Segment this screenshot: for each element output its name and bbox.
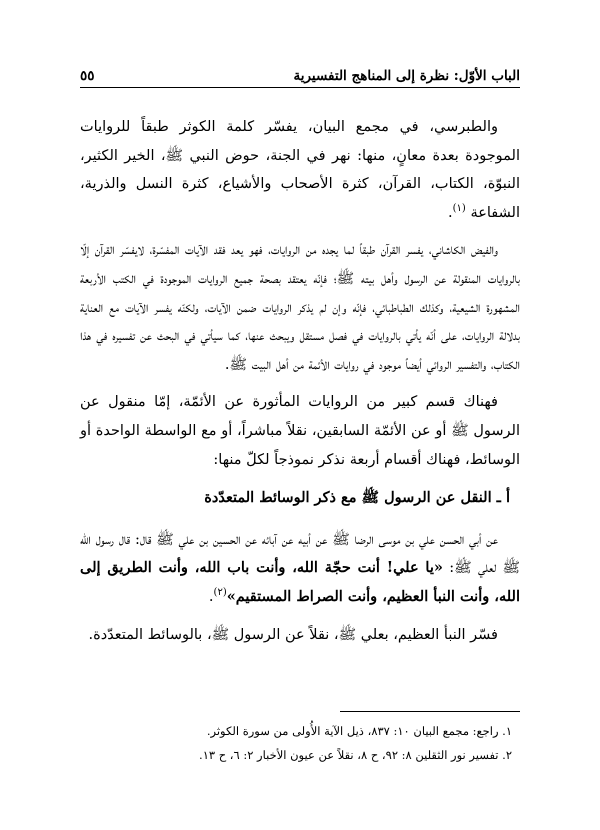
hadith-quote: «يا علي! أنت حجّة الله، وأنت باب الله، وأنت الطريق إلى الله، وأنت النبأ العظيم، وأنت الصراط المستقيم» <box>80 559 520 605</box>
footnote-ref-1: (١) <box>452 202 466 214</box>
section-heading: أ ـ النقل عن الرسول ﷺ مع ذكر الوسائط المتعدّدة <box>204 489 510 507</box>
header-divider <box>80 87 520 88</box>
paragraph-kashani: والفيض الكاشاني، يفسر القرآن طبقاً لما يجده من الروايات، فهو يعد فقد الآيات المفسّرة، لايفسّر القرآن إلّا بالروايات المنقولة عن الرسول وأهل بيته ﷺ؛ فإنّه يعتقد بصحة جميع الروايات الموجودة في الكتب الأربعة المشهورة الشيعية، وكذلك الطباطبائي، فإنّه وإن لم يذكر الروايات ضمن الآيات، ولكنّه يفسر الآيات مع العناية بدلالة الروايات، على أنّه يأتي بالروايات في فصل مستقل ويبحث عنها، كما سيأتي في البحث عن تفسيره في هذا الكتاب، والتفسير الروائي أيضاً موجود في روايات الأئمة من أهل البيت ﷺ. <box>80 242 520 373</box>
footnote-divider <box>340 711 520 712</box>
hadith-chain: عن أبي الحسن علي بن موسى الرضا ﷺ عن أبيه عن آبائه عن الحسين بن علي ﷺ قال: قال رسول الله ﷺ لعلي ﷺ: <box>80 531 520 577</box>
footnote-2: ٢. تفسير نور الثقلين ٨: ٩٢، ح ٨، نقلاً عن عيون الأخبار ٢: ٦، ح ١٣. <box>199 748 512 762</box>
paragraph-hadith <box>80 526 520 612</box>
footnote-1: ١. راجع: مجمع البيان ١٠: ٨٣٧، ذيل الآية الأُولى من سورة الكوثر. <box>206 724 512 738</box>
footnote-ref-2: (٢) <box>213 587 227 599</box>
running-header <box>80 62 520 84</box>
paragraph-interpretation: فسّر النبأ العظيم، بعلي ﷺ، نقلاً عن الرسول ﷺ، بالوسائط المتعدّدة. <box>88 626 498 643</box>
footnotes <box>80 719 520 767</box>
paragraph-tabarsi-text: والطبرسي، في مجمع البيان، يفسّر كلمة الكوثر طبقاً للروايات الموجودة بعدة معانٍ، منها: نهر في الجنة، حوض النبي ﷺ، الخير الكثير، النبوّة، الكتاب، القرآن، كثرة الأصحاب والأشياع، كثرة النسل والذرية، الشفاعة <box>80 119 520 221</box>
hadith-end: . <box>208 588 214 605</box>
header-title: الباب الأوّل: نظرة إلى المناهج التفسيرية <box>293 68 520 84</box>
paragraph-tabarsi-end: . <box>448 204 453 221</box>
paragraph-tabarsi <box>80 113 520 227</box>
page-body <box>80 113 520 658</box>
page-number: ٥٥ <box>80 68 95 84</box>
paragraph-imams-narrations: فهناك قسم كبير من الروايات المأثورة عن الأئمّة، إمّا منقول عن الرسول ﷺ أو عن الأئمّة السابقين، نقلاً مباشراً، أو مع الواسطة الواحدة أو الوسائط، فهناك أقسام أربعة نذكر نموذجاً لكلّ منها: <box>80 394 520 468</box>
